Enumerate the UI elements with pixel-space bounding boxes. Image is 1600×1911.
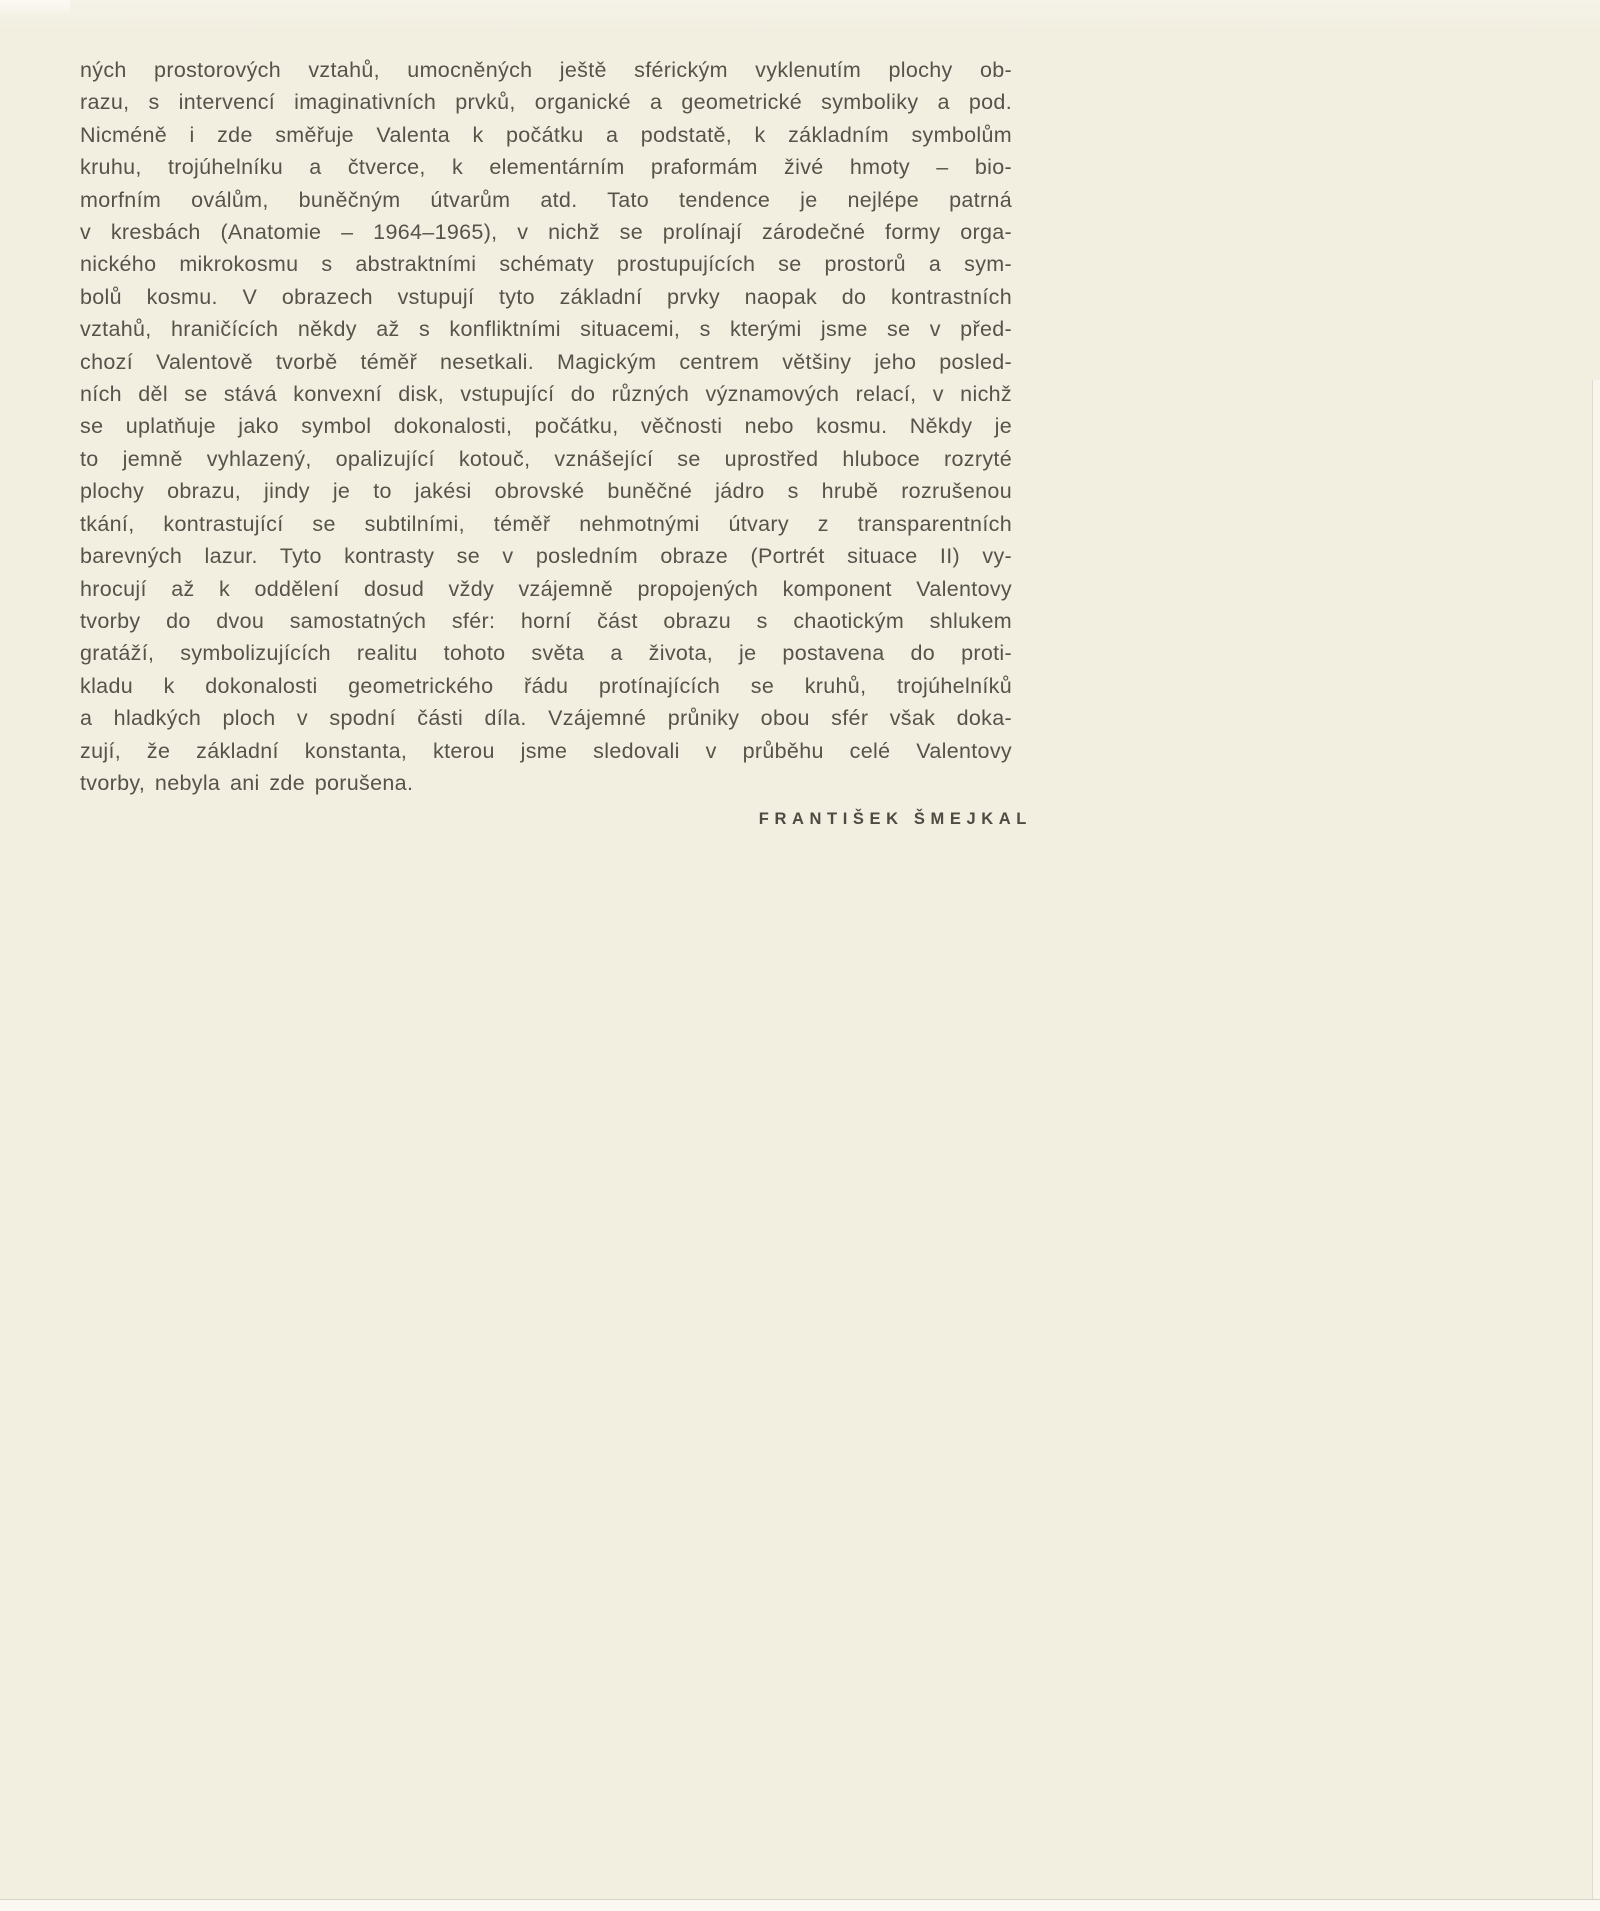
text-line: morfním oválům, buněčným útvarům atd. Tato tendence je nejlépe patrná (80, 187, 1012, 212)
text-line: a hladkých ploch v spodní části díla. Vzájemné průniky obou sfér však doka- (80, 706, 1012, 731)
text-line: tkání, kontrastující se subtilními, téměř nehmotnými útvary z transparentních (80, 511, 1012, 536)
text-line: tvorby, nebyla ani zde porušena. (80, 770, 414, 795)
text-line: to jemně vyhlazený, opalizující kotouč, vznášející se uprostřed hluboce rozryté (80, 446, 1012, 471)
text-line: razu, s intervencí imaginativních prvků, organické a geometrické symboliky a pod. (80, 90, 1012, 115)
text-line: ních děl se stává konvexní disk, vstupující do různých významových relací, v nichž (80, 382, 1012, 407)
text-line: vztahů, hraničících někdy až s konfliktními situacemi, s kterými jsme se v před- (80, 317, 1012, 342)
text-line: zují, že základní konstanta, kterou jsme sledovali v průběhu celé Valentovy (80, 738, 1012, 763)
scan-corner-highlight (0, 0, 70, 16)
text-line: tvorby do dvou samostatných sfér: horní část obrazu s chaotickým shlukem (80, 608, 1012, 633)
text-line: plochy obrazu, jindy je to jakési obrovské buněčné jádro s hrubě rozrušenou (80, 479, 1012, 504)
text-line: v kresbách (Anatomie – 1964–1965), v nichž se prolínají zárodečné formy orga- (80, 220, 1012, 245)
text-line: hrocují až k oddělení dosud vždy vzájemně propojených komponent Valentovy (80, 576, 1012, 601)
text-line: bolů kosmu. V obrazech vstupují tyto základní prvky naopak do kontrastních (80, 284, 1012, 309)
scan-edge-right (1592, 380, 1600, 1911)
text-line: kruhu, trojúhelníku a čtverce, k elementárním praformám živé hmoty – bio- (80, 155, 1012, 180)
scan-edge-bottom (0, 1899, 1600, 1911)
text-line: chozí Valentově tvorbě téměř nesetkali. Magickým centrem většiny jeho posled- (80, 349, 1012, 374)
text-line: kladu k dokonalosti geometrického řádu protínajících se kruhů, trojúhelníků (80, 673, 1012, 698)
text-line: Nicméně i zde směřuje Valenta k počátku a podstatě, k základním symbolům (80, 122, 1012, 147)
text-line: barevných lazur. Tyto kontrasty se v posledním obraze (Portrét situace II) vy- (80, 544, 1012, 569)
author-signature: FRANTIŠEK ŠMEJKAL (758, 810, 1032, 828)
text-line: gratáží, symbolizujících realitu tohoto světa a života, je postavena do proti- (80, 641, 1012, 666)
text-line: se uplatňuje jako symbol dokonalosti, počátku, věčnosti nebo kosmu. Někdy je (80, 414, 1012, 439)
article-text (80, 54, 1012, 799)
text-line: nického mikrokosmu s abstraktními schématy prostupujících se prostorů a sym- (80, 252, 1012, 277)
text-line: ných prostorových vztahů, umocněných ještě sférickým vyklenutím plochy ob- (80, 58, 1012, 82)
